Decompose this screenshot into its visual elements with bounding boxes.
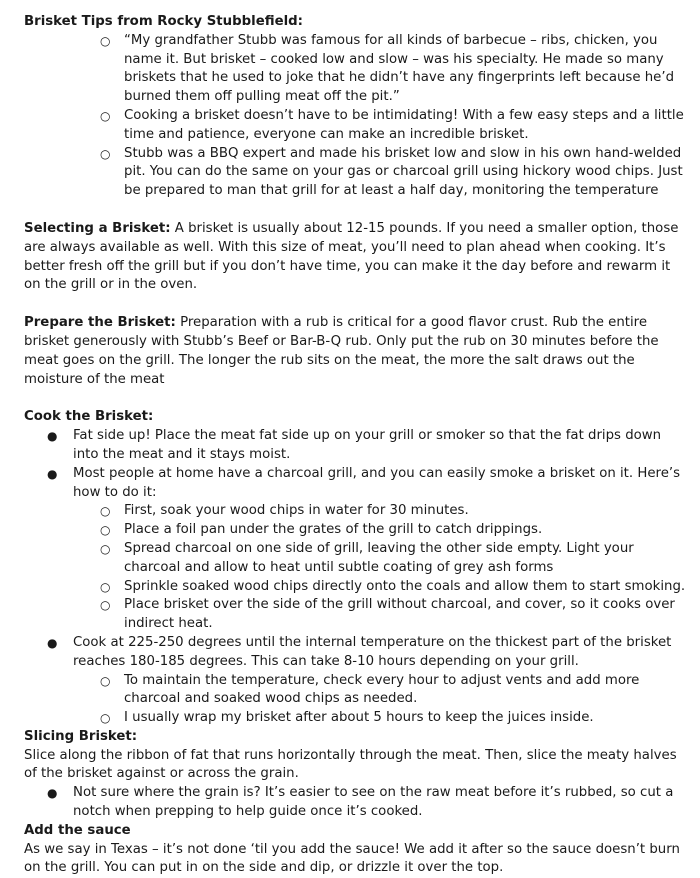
cook-list-continued (24, 634, 686, 672)
list-item (24, 465, 686, 503)
slicing-body: Slice along the ribbon of fat that runs horizontally through the meat. Then, slice the meaty halves of the brisket against or across the grain. (24, 747, 677, 782)
cook-heading: Cook the Brisket: (24, 409, 154, 425)
cook-list (24, 427, 686, 502)
sauce-body: As we say in Texas – it’s not done ‘til you add the sauce! We add it after so the sauce doesn’t burn on the grill. You can put in on the side and dip, or drizzle it over the top. (24, 841, 680, 876)
sauce-section (24, 822, 686, 878)
cook-section (24, 408, 686, 728)
cook-sublist-2 (24, 672, 686, 728)
list-item (24, 596, 686, 634)
hollow-bullet-icon (100, 578, 110, 597)
list-item (24, 540, 686, 578)
list-item (24, 107, 686, 145)
list-item-text: Cook at 225-250 degrees until the internal temperature on the thickest part of the brisket reaches 180-185 degrees. This can take 8-10 hours depending on your grill. (73, 634, 672, 669)
hollow-bullet-icon (100, 596, 110, 615)
prepare-body: Preparation with a rub is critical for a good flavor crust. Rub the entire brisket generously with Stubb’s Beef or Bar-B-Q rub. Only put the rub on 30 minutes before the meat goes on the grill. The longer the rub sits on the meat, the more the salt draws out the moisture of the meat (24, 315, 659, 387)
list-item-text: I usually wrap my brisket after about 5 hours to keep the juices inside. (124, 710, 594, 726)
list-item (24, 578, 686, 597)
bullet-icon (47, 634, 57, 653)
hollow-bullet-icon (100, 107, 110, 126)
hollow-bullet-icon (100, 709, 110, 728)
hollow-bullet-icon (100, 540, 110, 559)
hollow-bullet-icon (100, 672, 110, 691)
bullet-icon (47, 465, 57, 484)
list-item (24, 709, 686, 728)
list-item-text: Spread charcoal on one side of grill, leaving the other side empty. Light your charcoal and allow to heat until subtle coating of grey ash forms (124, 540, 634, 575)
list-item-text: “My grandfather Stubb was famous for all kinds of barbecue – ribs, chicken, you name it. But brisket – cooked low and slow – was his specialty. He made so many briskets that he used to joke that he didn’t have any fingerprints left because he’d burned them off pulling meat off the pit.” (124, 32, 675, 105)
list-item-text: Stubb was a BBQ expert and made his brisket low and slow in his own hand-welded pit. You can do the same on your gas or charcoal grill using hickory wood chips. Just be prepared to man that grill for at least a half day, monitoring the temperature (124, 145, 683, 199)
list-item-text: First, soak your wood chips in water for 30 minutes. (124, 503, 469, 519)
list-item (24, 672, 686, 710)
sauce-heading: Add the sauce (24, 822, 131, 838)
list-item-text: Fat side up! Place the meat fat side up on your grill or smoker so that the fat drips down into the meat and it stays moist. (73, 428, 662, 462)
list-item (24, 32, 686, 107)
hollow-bullet-icon (100, 145, 110, 164)
list-item-text: Not sure where the grain is? It’s easier to see on the raw meat before it’s rubbed, so cut a notch when prepping to help guide once it’s cooked. (73, 785, 674, 820)
list-item (24, 784, 686, 822)
list-item-text: Sprinkle soaked wood chips directly onto the coals and allow them to start smoking. (124, 578, 686, 594)
list-item (24, 427, 686, 465)
hollow-bullet-icon (100, 502, 110, 521)
prepare-section (24, 314, 686, 389)
slicing-list (24, 784, 686, 822)
selecting-heading: Selecting a Brisket: (24, 220, 171, 236)
tips-list (24, 32, 686, 201)
cook-sublist-1 (24, 502, 686, 634)
slicing-heading: Slicing Brisket: (24, 728, 138, 744)
selecting-body: A brisket is usually about 12-15 pounds. If you need a smaller option, those are always available as well. With this size of meat, you’ll need to plan ahead when cooking. It’s better fresh off the grill but if you don’t have time, you can make it the day before and rewarm it on the grill or in the oven. (24, 220, 679, 293)
list-item-text: Cooking a brisket doesn’t have to be intimidating! With a few easy steps and a little time and patience, everyone can make an incredible brisket. (124, 107, 684, 142)
list-item-text: To maintain the temperature, check every hour to adjust vents and add more charcoal and soaked wood chips as needed. (124, 672, 640, 707)
prepare-heading: Prepare the Brisket: (24, 315, 176, 331)
hollow-bullet-icon (100, 32, 110, 51)
bullet-icon (47, 784, 57, 803)
list-item (24, 502, 686, 521)
list-item-text: Most people at home have a charcoal grill, and you can easily smoke a brisket on it. Here’s how to do it: (73, 465, 681, 500)
tips-heading: Brisket Tips from Rocky Stubblefield: (24, 14, 303, 29)
list-item-text: Place a foil pan under the grates of the grill to catch drippings. (124, 522, 543, 538)
hollow-bullet-icon (100, 521, 110, 540)
slicing-section (24, 728, 686, 822)
list-item-text: Place brisket over the side of the grill without charcoal, and cover, so it cooks over indirect heat. (124, 597, 675, 632)
bullet-icon (47, 427, 57, 446)
selecting-section (24, 220, 686, 295)
list-item (24, 145, 686, 201)
list-item (24, 521, 686, 540)
list-item (24, 634, 686, 672)
tips-section (24, 13, 686, 201)
